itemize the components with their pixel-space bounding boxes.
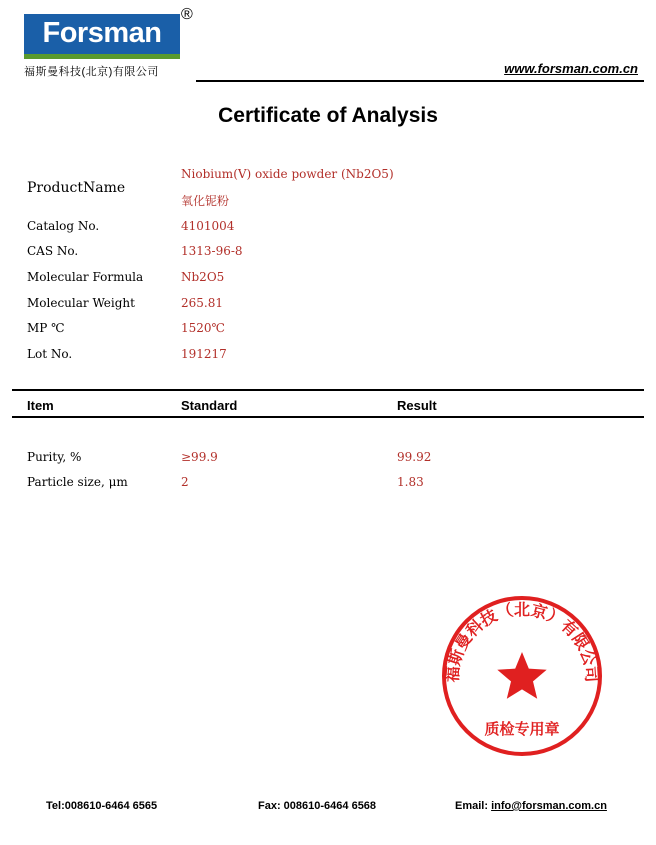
- header-result: Result: [397, 398, 437, 413]
- lot-label: Lot No.: [27, 347, 73, 361]
- weight-value: 265.81: [181, 296, 223, 310]
- catalog-label: Catalog No.: [27, 219, 100, 233]
- stamp-ring-text: 福斯曼科技（北京）有限公司: [442, 599, 602, 683]
- footer-fax: Fax: 008610-6464 6568: [258, 800, 377, 812]
- mp-label: MP ℃: [27, 321, 65, 335]
- row-standard: ≥99.9: [181, 450, 218, 464]
- registered-mark: ®: [181, 6, 193, 23]
- row-result: 99.92: [397, 450, 432, 464]
- formula-label: Molecular Formula: [27, 270, 144, 284]
- header-divider: [196, 80, 644, 82]
- star-icon: [497, 652, 546, 699]
- stamp-center-text: 质检专用章: [484, 720, 560, 738]
- company-name-cn: 福斯曼科技(北京)有限公司: [24, 66, 159, 78]
- email-link[interactable]: info@forsman.com.cn: [491, 800, 607, 812]
- product-name-cn: 氧化铌粉: [181, 194, 230, 208]
- company-logo: [24, 14, 180, 54]
- quality-stamp: [440, 594, 604, 758]
- lot-value: 191217: [181, 347, 227, 361]
- document-title: Certificate of Analysis: [218, 104, 438, 127]
- logo-text: Forsman: [42, 17, 162, 49]
- header-standard: Standard: [181, 398, 238, 413]
- cas-label: CAS No.: [27, 244, 79, 258]
- table-header-rule: [12, 416, 644, 418]
- row-result: 1.83: [397, 475, 424, 489]
- product-name-en: Niobium(V) oxide powder (Nb2O5): [181, 167, 394, 181]
- footer-tel: Tel:008610-6464 6565: [46, 800, 158, 812]
- weight-label: Molecular Weight: [27, 296, 135, 310]
- row-standard: 2: [181, 475, 189, 489]
- table-top-rule: [12, 389, 644, 391]
- logo-green-bar: [24, 54, 180, 59]
- catalog-value: 4101004: [181, 219, 235, 233]
- mp-value: 1520℃: [181, 321, 225, 335]
- footer-email: [455, 800, 607, 812]
- formula-value: Nb2O5: [181, 270, 225, 284]
- row-item: Purity, %: [27, 450, 82, 464]
- cas-value: 1313-96-8: [181, 244, 243, 258]
- row-item: Particle size, μm: [27, 475, 128, 489]
- email-label: Email:: [455, 800, 489, 812]
- website-link[interactable]: www.forsman.com.cn: [504, 61, 638, 76]
- product-name-label: ProductName: [27, 180, 126, 196]
- header-item: Item: [27, 398, 54, 413]
